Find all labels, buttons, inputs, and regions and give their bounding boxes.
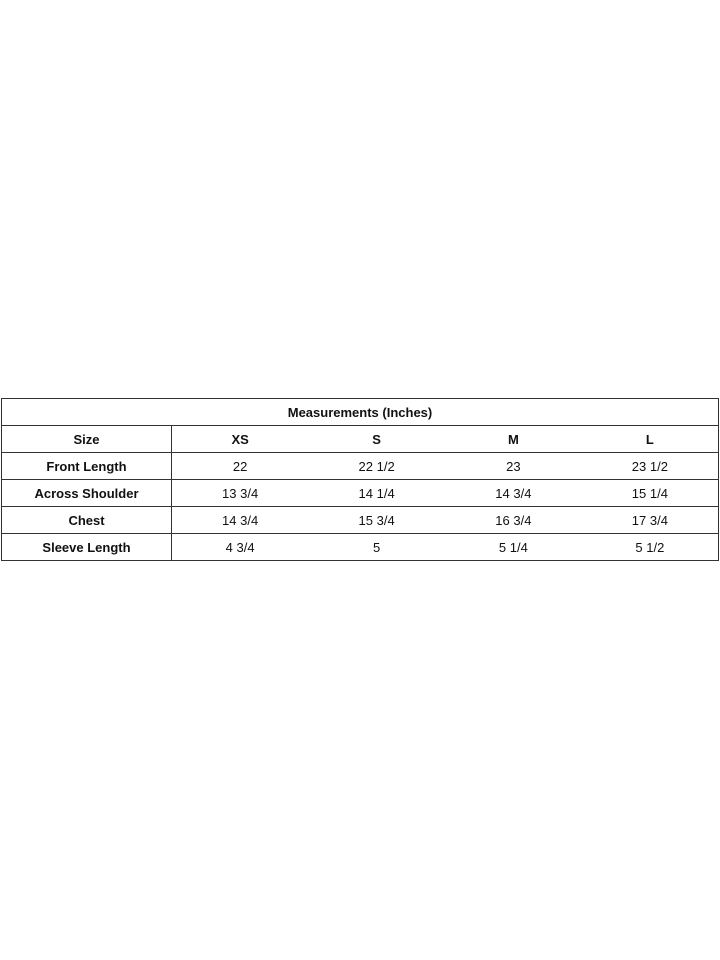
table-row xyxy=(2,534,719,561)
size-header-m: M xyxy=(445,426,582,453)
size-header-xs: XS xyxy=(172,426,309,453)
row-label-chest: Chest xyxy=(2,507,172,534)
table-cell: 4 3/4 xyxy=(172,534,309,561)
size-header-l: L xyxy=(582,426,719,453)
size-chart-table xyxy=(1,398,719,561)
table-cell: 14 3/4 xyxy=(445,480,582,507)
table-row xyxy=(2,453,719,480)
table-title-row xyxy=(2,399,719,426)
row-label-sleeve-length: Sleeve Length xyxy=(2,534,172,561)
row-label-front-length: Front Length xyxy=(2,453,172,480)
table-row xyxy=(2,480,719,507)
table-title: Measurements (Inches) xyxy=(2,399,719,426)
size-header-label: Size xyxy=(2,426,172,453)
table-header-row xyxy=(2,426,719,453)
table-cell: 16 3/4 xyxy=(445,507,582,534)
table-cell: 23 xyxy=(445,453,582,480)
table-cell: 14 1/4 xyxy=(308,480,445,507)
table-cell: 5 1/4 xyxy=(445,534,582,561)
table-cell: 23 1/2 xyxy=(582,453,719,480)
table-cell: 17 3/4 xyxy=(582,507,719,534)
size-header-s: S xyxy=(308,426,445,453)
table-cell: 22 xyxy=(172,453,309,480)
table-cell: 13 3/4 xyxy=(172,480,309,507)
table-cell: 22 1/2 xyxy=(308,453,445,480)
table-cell: 15 1/4 xyxy=(582,480,719,507)
table-cell: 5 1/2 xyxy=(582,534,719,561)
table-cell: 15 3/4 xyxy=(308,507,445,534)
row-label-across-shoulder: Across Shoulder xyxy=(2,480,172,507)
table-row xyxy=(2,507,719,534)
table-cell: 5 xyxy=(308,534,445,561)
table-cell: 14 3/4 xyxy=(172,507,309,534)
